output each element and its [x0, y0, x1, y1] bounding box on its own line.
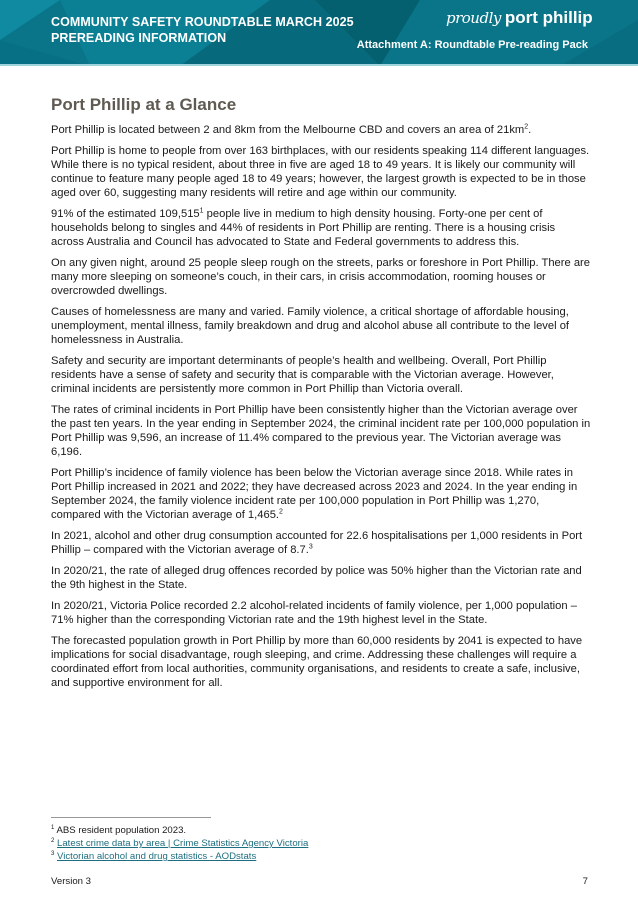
document-title: [51, 14, 354, 46]
paragraph-population-growth: The forecasted population growth in Port Phillip by more than 60,000 residents by 2041 is expected to have implications for social disadvantage, rough sleeping, and crime. Addressing these challenges will require a coordinated effort from local authorities, community organisations, and residents to create a safe, inclusive, and supportive environment for all.: [51, 635, 583, 689]
footnote-number: 3: [51, 850, 55, 857]
footnote-2: [51, 837, 308, 850]
paragraph-text: In 2021, alcohol and other drug consumption accounted for 22.6 hospitalisations per 1,000 residents in Port Phillip – compared with the Victorian average of 8.7.: [51, 530, 583, 556]
footnote-ref-1: 1: [199, 207, 204, 215]
paragraph-text-cont: people live in medium to high density housing. Forty-one per cent of households belong to singles and 44% of residents in Port Phillip are renting. There is a housing crisis across Australia and Council has advocated to State and Federal governments to address this.: [51, 208, 556, 248]
title-line-1: COMMUNITY SAFETY ROUNDTABLE MARCH 2025: [51, 15, 354, 29]
paragraph-text: 91% of the estimated 109,515: [51, 208, 200, 220]
paragraph-alcohol-family-violence: In 2020/21, Victoria Police recorded 2.2 alcohol-related incidents of family violence, per 1,000 population – 71% higher than the corresponding Victorian rate and the 19th highest level in the State.: [51, 600, 577, 626]
paragraph-drug-offences: In 2020/21, the rate of alleged drug offences recorded by police was 50% higher than the Victorian rate and the 9th highest in the State.: [51, 565, 582, 591]
paragraph-tail: .: [528, 124, 532, 136]
port-phillip-logo: [446, 8, 593, 28]
paragraph-criminal-incidents: The rates of criminal incidents in Port Phillip have been consistently higher than the Victorian average over the past ten years. In the year ending in September 2024, the criminal incident rate per 100,000 population in Port Phillip was 9,596, an increase of 11.4% compared to the previous year. The Victorian average was 6,196.: [51, 404, 591, 458]
paragraph-text: Port Phillip is located between 2 and 8km from the Melbourne CBD and covers an area of 21km: [51, 124, 525, 136]
page-number: 7: [582, 876, 588, 887]
logo-script: proudly: [446, 9, 501, 27]
paragraph-alcohol-drugs: [51, 529, 591, 557]
paragraph-family-violence: [51, 466, 591, 522]
footnote-1: [51, 824, 308, 837]
paragraph-homelessness-causes: Causes of homelessness are many and varied. Family violence, a critical shortage of affordable housing, unemployment, mental illness, family breakdown and drug and alcohol abuse all contribute to the level of homelessness in Australia.: [51, 306, 570, 346]
footnote-number: 2: [51, 837, 55, 844]
paragraph-location: [51, 123, 591, 137]
banner-underline: [0, 64, 638, 66]
footnote-3: [51, 850, 308, 863]
footnote-number: 1: [51, 824, 55, 831]
footnote-ref-3: 3: [308, 543, 313, 551]
footnote-separator: [51, 817, 211, 818]
footnote-text: ABS resident population 2023.: [56, 825, 187, 836]
paragraph-safety: Safety and security are important determinants of people’s health and wellbeing. Overall, Port Phillip residents have a sense of safety and security that is comparable with the Victorian average. However, criminal incidents are persistently more common in Port Phillip than Victoria overall.: [51, 355, 554, 395]
aodstats-link[interactable]: Victorian alcohol and drug statistics - AODstats: [57, 851, 257, 862]
logo-brand: port phillip: [504, 8, 593, 27]
footnotes: [51, 824, 308, 863]
superscript: 2: [524, 123, 529, 131]
footnote-ref-2: 2: [279, 508, 283, 516]
paragraph-rough-sleeping: On any given night, around 25 people sleep rough on the streets, parks or foreshore in Port Phillip. There are many more sleeping on someone’s couch, in their cars, in crisis accommodation, rooming houses or overcrowded dwellings.: [51, 257, 590, 297]
paragraph-housing: [51, 207, 591, 249]
paragraph-demographics: Port Phillip is home to people from over 163 birthplaces, with our residents speaking 114 different languages. While there is no typical resident, about three in five are aged 18 to 49 years. It is likely our community will continue to feature many people aged 18 to 49 years; however, the largest growth is expected to be in those aged over 60, suggesting many residents will retire and age within our community.: [51, 145, 590, 199]
attachment-label: Attachment A: Roundtable Pre-reading Pack: [356, 39, 588, 51]
paragraph-text: Port Phillip’s incidence of family violence has been below the Victorian average since 2018. While rates in Port Phillip increased in 2021 and 2022; they have decreased across 2023 and 2024. In the year ending in September 2024, the family violence incident rate per 100,000 population in Port Phillip was 1,270, compared with the Victorian average of 1,465.: [51, 467, 578, 521]
section-heading: Port Phillip at a Glance: [51, 95, 237, 114]
version-label: Version 3: [51, 876, 92, 887]
title-line-2: PREREADING INFORMATION: [51, 31, 227, 45]
page-header-banner: [0, 0, 638, 66]
crime-statistics-link[interactable]: Latest crime data by area | Crime Statistics Agency Victoria: [57, 838, 309, 849]
main-content: [51, 94, 591, 697]
